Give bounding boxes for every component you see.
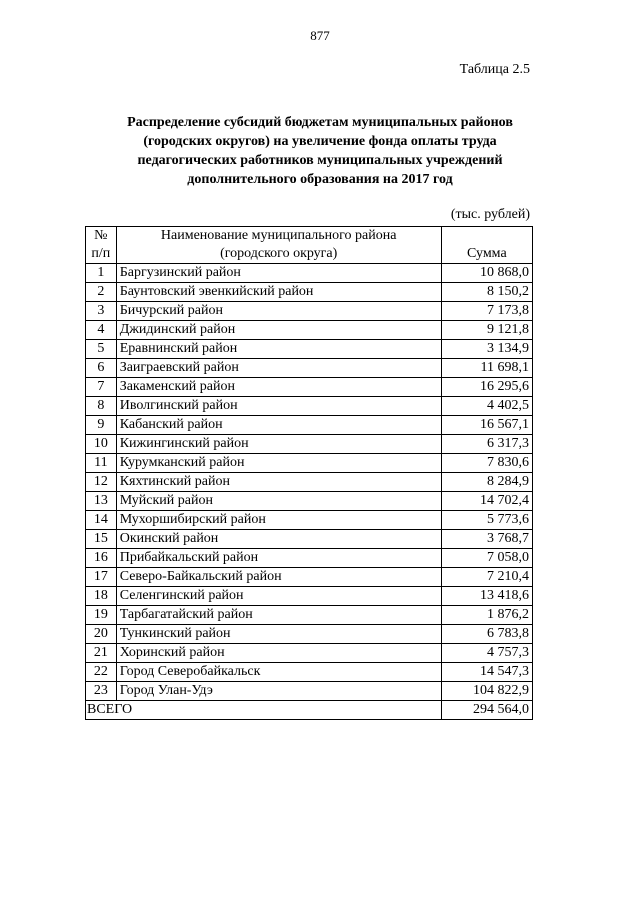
- row-name-cell: Курумканский район: [116, 454, 441, 473]
- table-row: [86, 283, 533, 302]
- row-sum-cell: 14 547,3: [441, 663, 532, 682]
- row-name-cell: Мухоршибирский район: [116, 511, 441, 530]
- row-name-cell: Бичурский район: [116, 302, 441, 321]
- row-number-cell: 19: [86, 606, 117, 625]
- table-row: [86, 682, 533, 701]
- table-row: [86, 454, 533, 473]
- row-number-cell: 1: [86, 264, 117, 283]
- row-number-cell: 12: [86, 473, 117, 492]
- total-label: ВСЕГО: [86, 701, 442, 720]
- row-name-cell: Тарбагатайский район: [116, 606, 441, 625]
- table-row: [86, 606, 533, 625]
- table-row: [86, 587, 533, 606]
- table-row: [86, 397, 533, 416]
- header-number-line1: №: [94, 228, 108, 243]
- title-line: (городских округов) на увеличение фонда оплаты труда: [143, 134, 497, 149]
- row-name-cell: Хоринский район: [116, 644, 441, 663]
- table-row: [86, 321, 533, 340]
- row-number-cell: 22: [86, 663, 117, 682]
- row-number-cell: 20: [86, 625, 117, 644]
- row-sum-cell: 4 757,3: [441, 644, 532, 663]
- units-label: (тыс. рублей): [450, 207, 530, 222]
- table-row: [86, 663, 533, 682]
- row-number-cell: 4: [86, 321, 117, 340]
- table-row: [86, 530, 533, 549]
- table-row: [86, 378, 533, 397]
- row-sum-cell: 6 783,8: [441, 625, 532, 644]
- row-sum-cell: 8 150,2: [441, 283, 532, 302]
- total-row: [86, 701, 533, 720]
- row-sum-cell: 3 768,7: [441, 530, 532, 549]
- table-row: [86, 492, 533, 511]
- row-name-cell: Джидинский район: [116, 321, 441, 340]
- row-sum-cell: 7 058,0: [441, 549, 532, 568]
- row-number-cell: 13: [86, 492, 117, 511]
- subsidy-table: [85, 226, 533, 720]
- title-line: Распределение субсидий бюджетам муниципальных районов: [127, 115, 513, 130]
- table-row: [86, 435, 533, 454]
- row-sum-cell: 14 702,4: [441, 492, 532, 511]
- header-name-line2: (городского округа): [220, 246, 338, 261]
- row-name-cell: Прибайкальский район: [116, 549, 441, 568]
- row-number-cell: 23: [86, 682, 117, 701]
- row-name-cell: Окинский район: [116, 530, 441, 549]
- row-sum-cell: 7 830,6: [441, 454, 532, 473]
- row-name-cell: Заиграевский район: [116, 359, 441, 378]
- row-number-cell: 2: [86, 283, 117, 302]
- row-name-cell: Тункинский район: [116, 625, 441, 644]
- table-row: [86, 549, 533, 568]
- row-name-cell: Иволгинский район: [116, 397, 441, 416]
- row-number-cell: 18: [86, 587, 117, 606]
- row-sum-cell: 11 698,1: [441, 359, 532, 378]
- row-number-cell: 8: [86, 397, 117, 416]
- table-header-row: [86, 227, 533, 264]
- header-name: [116, 227, 441, 264]
- header-sum-label: Сумма: [467, 246, 507, 261]
- row-sum-cell: 104 822,9: [441, 682, 532, 701]
- table-caption: Таблица 2.5: [459, 62, 530, 77]
- row-number-cell: 9: [86, 416, 117, 435]
- row-name-cell: Баргузинский район: [116, 264, 441, 283]
- row-name-cell: Кижингинский район: [116, 435, 441, 454]
- row-name-cell: Закаменский район: [116, 378, 441, 397]
- row-number-cell: 16: [86, 549, 117, 568]
- row-number-cell: 15: [86, 530, 117, 549]
- table-row: [86, 511, 533, 530]
- row-name-cell: Город Улан-Удэ: [116, 682, 441, 701]
- table-row: [86, 568, 533, 587]
- row-sum-cell: 10 868,0: [441, 264, 532, 283]
- row-sum-cell: 16 567,1: [441, 416, 532, 435]
- row-sum-cell: 3 134,9: [441, 340, 532, 359]
- row-name-cell: Баунтовский эвенкийский район: [116, 283, 441, 302]
- row-number-cell: 11: [86, 454, 117, 473]
- row-sum-cell: 16 295,6: [441, 378, 532, 397]
- row-sum-cell: 13 418,6: [441, 587, 532, 606]
- row-sum-cell: 9 121,8: [441, 321, 532, 340]
- row-sum-cell: 7 173,8: [441, 302, 532, 321]
- table-row: [86, 340, 533, 359]
- table-row: [86, 473, 533, 492]
- table-body: [86, 264, 533, 720]
- row-name-cell: Муйский район: [116, 492, 441, 511]
- document-title: [80, 113, 560, 189]
- row-name-cell: Северо-Байкальский район: [116, 568, 441, 587]
- total-sum: 294 564,0: [441, 701, 532, 720]
- header-name-line1: Наименование муниципального района: [160, 228, 397, 243]
- row-name-cell: Кабанский район: [116, 416, 441, 435]
- row-number-cell: 6: [86, 359, 117, 378]
- row-sum-cell: 8 284,9: [441, 473, 532, 492]
- header-sum: [441, 227, 532, 264]
- row-name-cell: Селенгинский район: [116, 587, 441, 606]
- title-line: педагогических работников муниципальных учреждений: [137, 153, 503, 168]
- title-line: дополнительного образования на 2017 год: [187, 172, 453, 187]
- table-row: [86, 359, 533, 378]
- row-number-cell: 17: [86, 568, 117, 587]
- row-sum-cell: 1 876,2: [441, 606, 532, 625]
- row-name-cell: Кяхтинский район: [116, 473, 441, 492]
- row-sum-cell: 6 317,3: [441, 435, 532, 454]
- row-name-cell: Город Северобайкальск: [116, 663, 441, 682]
- row-sum-cell: 4 402,5: [441, 397, 532, 416]
- table-row: [86, 416, 533, 435]
- row-sum-cell: 5 773,6: [441, 511, 532, 530]
- row-number-cell: 7: [86, 378, 117, 397]
- table-row: [86, 264, 533, 283]
- row-number-cell: 5: [86, 340, 117, 359]
- row-number-cell: 3: [86, 302, 117, 321]
- table-row: [86, 302, 533, 321]
- row-number-cell: 21: [86, 644, 117, 663]
- row-sum-cell: 7 210,4: [441, 568, 532, 587]
- page-number: 877: [310, 28, 330, 43]
- row-number-cell: 10: [86, 435, 117, 454]
- table-row: [86, 644, 533, 663]
- row-name-cell: Еравнинский район: [116, 340, 441, 359]
- header-number-line2: п/п: [91, 246, 111, 261]
- row-number-cell: 14: [86, 511, 117, 530]
- header-number: [86, 227, 117, 264]
- table-row: [86, 625, 533, 644]
